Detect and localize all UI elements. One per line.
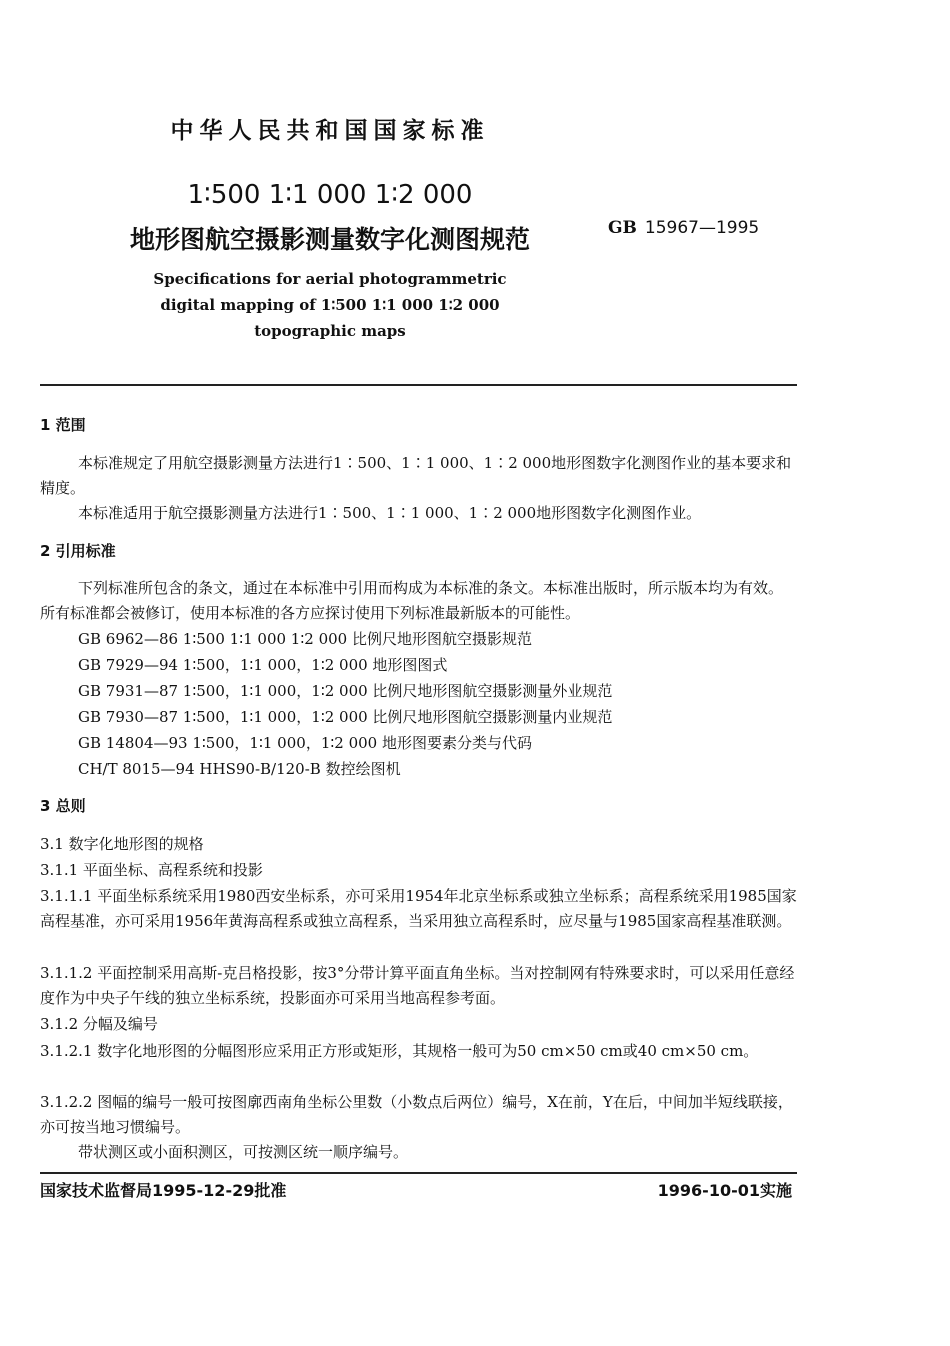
- clause-3-1-1: 3.1.1 平面坐标、高程系统和投影: [40, 861, 263, 879]
- reference-item: GB 14804—93 1∶500，1∶1 000，1∶2 000 地形图要素分类与代码: [78, 734, 532, 752]
- document-title: 地形图航空摄影测量数字化测图规范: [129, 225, 530, 254]
- english-title-line-2: digital mapping of 1∶500 1∶1 000 1∶2 000: [160, 296, 500, 314]
- clause-3-1: 3.1 数字化地形图的规格: [40, 835, 204, 853]
- scale-title: 1∶500 1∶1 000 1∶2 000: [187, 180, 473, 210]
- effective-date: 1996-10-01实施: [657, 1181, 792, 1200]
- section-3-heading: 3 总则: [40, 797, 86, 815]
- clause-3-1-2-2: 3.1.2.2 图幅的编号一般可按图廓西南角坐标公里数（小数点后两位）编号，X在前，Y在后，中间加半短线联接，亦可按当地习惯编号。: [40, 1093, 793, 1136]
- section-2-heading: 2 引用标准: [40, 542, 116, 560]
- reference-item: GB 7931—87 1∶500，1∶1 000，1∶2 000 比例尺地形图航空摄影测量外业规范: [78, 682, 613, 700]
- header-divider: [40, 384, 797, 386]
- reference-item: GB 7929—94 1∶500，1∶1 000，1∶2 000 地形图图式: [78, 656, 448, 674]
- standard-number: [608, 218, 759, 238]
- english-title-line-3: topographic maps: [254, 322, 406, 340]
- reference-item: GB 6962—86 1∶500 1∶1 000 1∶2 000 比例尺地形图航空摄影规范: [78, 630, 532, 648]
- english-title-line-1: Specifications for aerial photogrammetric: [153, 270, 507, 288]
- section-2-paragraph: 下列标准所包含的条文，通过在本标准中引用而构成为本标准的条文。本标准出版时，所示版本均为有效。所有标准都会被修订，使用本标准的各方应探讨使用下列标准最新版本的可能性。: [40, 579, 784, 622]
- section-1-heading: 1 范围: [40, 416, 86, 434]
- reference-item: CH/T 8015—94 HHS90-B/120-B 数控绘图机: [78, 760, 401, 778]
- clause-3-1-2: 3.1.2 分幅及编号: [40, 1015, 158, 1033]
- standard-prefix: GB: [608, 218, 637, 238]
- clause-3-1-2-1: 3.1.2.1 数字化地形图的分幅图形应采用正方形或矩形，其规格一般可为50 cm×50 cm或40 cm×50 cm。: [40, 1042, 759, 1060]
- national-standard-heading: 中华人民共和国国家标准: [170, 118, 490, 144]
- section-1-paragraph-1: 本标准规定了用航空摄影测量方法进行1∶500、1∶1 000、1∶2 000地形图数字化测图作业的基本要求和精度。: [40, 454, 792, 497]
- reference-item: GB 7930—87 1∶500，1∶1 000，1∶2 000 比例尺地形图航空摄影测量内业规范: [78, 708, 613, 726]
- approval-date: 国家技术监督局1995-12-29批准: [40, 1181, 287, 1200]
- clause-3-1-2-2-note: 带状测区或小面积测区，可按测区统一顺序编号。: [78, 1143, 409, 1161]
- section-1-paragraph-2: 本标准适用于航空摄影测量方法进行1∶500、1∶1 000、1∶2 000地形图数字化测图作业。: [78, 504, 702, 522]
- clause-3-1-1-2: 3.1.1.2 平面控制采用高斯-克吕格投影，按3°分带计算平面直角坐标。当对控制网有特殊要求时，可以采用任意经度作为中央子午线的独立坐标系统，投影面亦可采用当地高程参考面。: [40, 964, 795, 1007]
- footer-divider: [40, 1172, 797, 1174]
- standard-code: 15967—1995: [644, 218, 760, 238]
- clause-3-1-1-1: 3.1.1.1 平面坐标系统采用1980西安坐标系，亦可采用1954年北京坐标系或独立坐标系；高程系统采用1985国家高程基准，亦可采用1956年黄海高程系或独立高程系，当采用独立高程系时，应尽量与1985国家高程基准联测。: [40, 887, 797, 930]
